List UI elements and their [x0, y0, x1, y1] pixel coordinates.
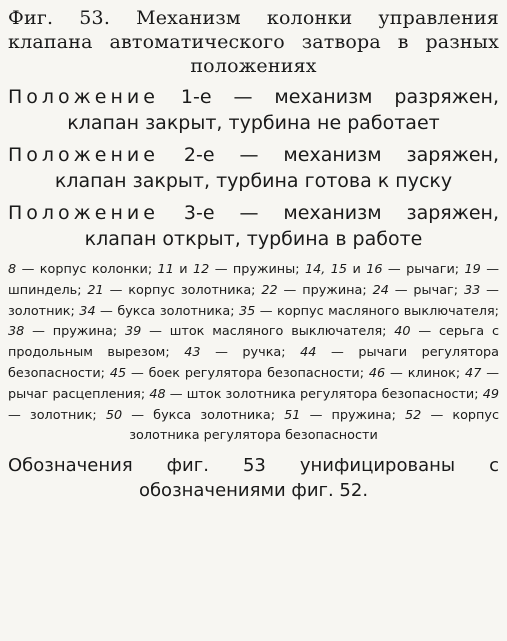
- position-3-text: 3-е — механизм заряжен, клапан открыт, турбина в работе: [84, 202, 499, 250]
- parts-legend: [8, 260, 499, 447]
- legend-text: — рычаг;: [388, 282, 464, 298]
- legend-number: 21: [87, 282, 104, 298]
- legend-number: 8: [8, 262, 17, 277]
- unification-note: Обозначения фиг. 53 унифицированы с обозначениями фиг. 52.: [8, 455, 499, 502]
- legend-number: 39: [124, 324, 142, 340]
- legend-number: 45: [109, 365, 127, 381]
- position-1: [8, 84, 499, 136]
- legend-number: 48: [149, 386, 166, 402]
- legend-text: — букса золотника;: [95, 303, 239, 319]
- legend-text: — пружина;: [300, 407, 406, 423]
- legend-text: — боек регулятора безопасности;: [126, 365, 369, 381]
- position-2-text: 2-е — механизм заряжен, клапан закрыт, турбина готова к пуску: [54, 144, 499, 192]
- legend-number: 52: [405, 407, 422, 423]
- legend-text: — серьга с продольным вырезом;: [8, 324, 499, 361]
- legend-text: — корпус масляного выключателя;: [255, 303, 499, 319]
- legend-number: 24: [372, 282, 389, 298]
- legend-text: — шпиндель;: [8, 262, 500, 298]
- legend-text: — золотник;: [8, 282, 499, 319]
- legend-text: — шток масляного выключателя;: [141, 324, 395, 340]
- legend-number: 22: [261, 282, 278, 298]
- legend-text: — корпус колонки;: [16, 262, 158, 277]
- legend-number: 33: [464, 282, 481, 298]
- position-1-text: 1-е — механизм разряжен, клапан закрыт, турбина не работает: [67, 86, 499, 134]
- legend-text: — клинок;: [385, 365, 466, 381]
- legend-number: 51: [284, 407, 301, 423]
- legend-number: 16: [366, 262, 383, 277]
- legend-text: — ручка;: [200, 345, 301, 361]
- legend-text: — шток золотника регулятора безопасности;: [165, 386, 483, 402]
- legend-number: 44: [300, 345, 317, 361]
- legend-number: 12: [192, 262, 210, 277]
- position-3: [8, 200, 499, 252]
- legend-text: — корпус золотника регулятора безопасности: [129, 407, 500, 444]
- legend-text: — пружина;: [277, 282, 373, 298]
- legend-number: 19: [464, 262, 481, 277]
- legend-text: — пружины;: [209, 262, 305, 277]
- position-2: [8, 142, 499, 194]
- legend-number: 47: [465, 365, 482, 381]
- legend-number: 46: [368, 365, 386, 381]
- legend-number: 50: [105, 407, 123, 423]
- legend-number: 14, 15: [305, 262, 348, 277]
- legend-number: 11: [157, 262, 174, 277]
- legend-number: 34: [79, 303, 96, 319]
- legend-number: 40: [394, 324, 411, 340]
- legend-text: — рычаг расцепления;: [8, 365, 499, 402]
- position-3-label: Положение: [8, 202, 159, 224]
- position-2-label: Положение: [8, 144, 159, 166]
- legend-text: — рычаги регулятора безопасности;: [8, 345, 500, 381]
- legend-text: — пружина;: [24, 324, 125, 340]
- legend-text: — букса золотника;: [122, 407, 285, 423]
- legend-text: — корпус золотника;: [103, 282, 262, 298]
- figure-caption: Фиг. 53. Механизм колонки управления клапана автоматического затвора в разных положениях: [8, 7, 499, 77]
- legend-text: и: [173, 262, 193, 277]
- legend-text: — рычаги;: [382, 262, 465, 277]
- legend-number: 49: [482, 386, 499, 402]
- legend-number: 43: [184, 345, 201, 361]
- legend-number: 38: [8, 324, 25, 340]
- position-1-label: Положение: [8, 86, 159, 108]
- legend-text: — золотник;: [8, 407, 106, 423]
- legend-text: и: [347, 262, 367, 277]
- legend-number: 35: [238, 303, 256, 319]
